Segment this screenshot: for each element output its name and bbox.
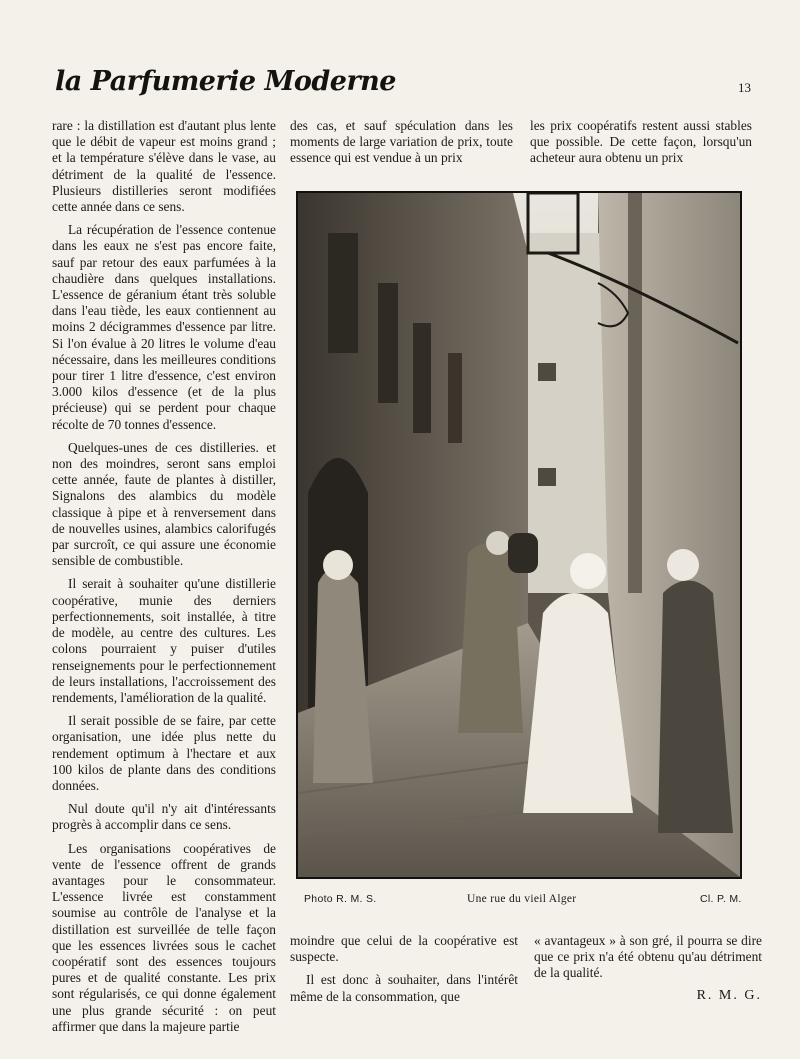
paragraph: Il est donc à souhaiter, dans l'intérêt même de la consommation, que	[290, 972, 518, 1004]
left-text-column	[52, 118, 276, 1035]
middle-bottom-text	[290, 933, 518, 1005]
right-top-text	[530, 118, 752, 167]
paragraph: rare : la distillation est d'autant plus lente que le débit de vapeur est moins grand ; et la température s'élève dans le vase, au détriment de la qualité de l'essence. Plusieurs distilleries seront modifiées cette année dans ce sens.	[52, 118, 276, 215]
photo-credit-left: Photo R. M. S.	[304, 893, 377, 905]
author-signature: R. M. G.	[696, 987, 762, 1003]
masthead-logo: la Parfumerie Moderne	[55, 66, 396, 97]
photo-credit-right: Cl. P. M.	[700, 893, 742, 905]
page-number: 13	[738, 80, 751, 95]
paragraph: des cas, et sauf spéculation dans les moments de large variation de prix, toute essence qui est vendue à un prix	[290, 118, 513, 166]
right-bottom-text	[534, 933, 762, 1004]
photo-caption: Une rue du vieil Alger	[467, 893, 577, 905]
street-photograph	[296, 191, 742, 879]
paragraph: les prix coopératifs restent aussi stables que possible. De cette façon, lorsqu'un acheteur aura obtenu un prix	[530, 118, 752, 166]
paragraph: Quelques-unes de ces distilleries. et non des moindres, seront sans emploi cette année, faute de plantes à distiller, Signalons des alambics du modèle classique à pipe et à renversement dans de nouvelles usines, alambics calorifugés par surcroît, ce qui assure une économie sensible de combustible.	[52, 439, 276, 569]
paragraph: Les organisations coopératives de vente de l'essence offrent de grands avantages pour le consommateur. L'essence livrée est constamment soumise au contrôle de l'analyse et la distillation est surveillée de telle façon que les essences livrées sous le cachet coopératif sont des essences toujours pures et de qualité constante. Les prix sont régularisés, ce qui donne également une plus grande sécurité : on peut affirmer que dans la majeure partie	[52, 840, 276, 1034]
paragraph: Nul doute qu'il n'y ait d'intéressants progrès à accomplir dans ce sens.	[52, 801, 276, 833]
paragraph: « avantageux » à son gré, il pourra se dire que ce prix n'a été obtenu qu'au détriment de la qualité.	[534, 933, 762, 981]
paragraph: La récupération de l'essence contenue dans les eaux ne s'est pas encore faite, sauf par retour des eaux parfumées à la chaudière dans quelques installations. L'essence de géranium étant très soluble dans l'eau tiède, les eaux contiennent au moins 2 décigrammes d'essence par litre. Si l'on évalue à 20 litres le volume d'eau nécessaire, dans les meilleures conditions pour tirer 1 litre d'essence, c'est environ 3.000 kilos d'essence (et de la plus précieuse) qui se perdent pour chaque récolte de 70 tonnes d'essence.	[52, 222, 276, 432]
paragraph: Il serait possible de se faire, par cette organisation, une idée plus nette du rendement optimum à l'hectare et aux 100 kilos de plante dans des conditions données.	[52, 713, 276, 793]
paragraph: Il serait à souhaiter qu'une distillerie coopérative, munie des derniers perfectionnements, soit installée, à titre de modèle, au centre des cultures. Les colons pourraient y puiser d'utiles renseignements pour le perfectionnement de leurs installations, l'accroissement des rendements, l'amélioration de la qualité.	[52, 576, 276, 705]
middle-top-text	[290, 118, 513, 167]
paragraph: moindre que celui de la coopérative est suspecte.	[290, 933, 518, 965]
